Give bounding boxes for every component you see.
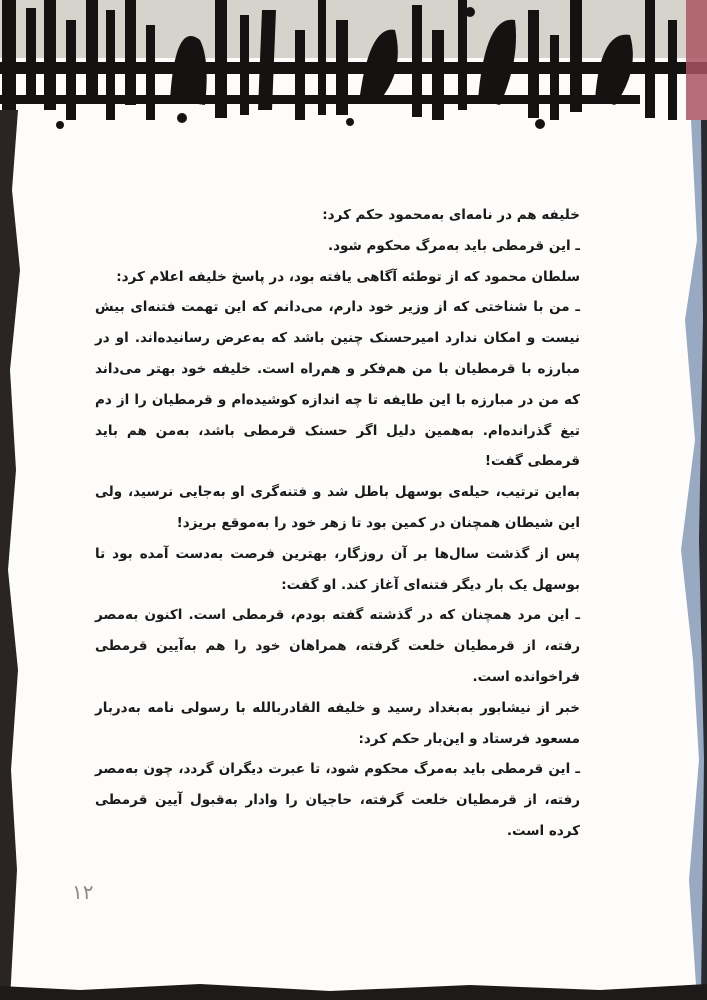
left-ink-border	[0, 110, 26, 1000]
paragraph: خلیفه هم در نامه‌ای به‌محمود حکم کرد:	[322, 207, 580, 223]
paragraph: ـ این مرد همچنان که در گذشته گفته بودم، قرمطی است. اکنون به‌مصر رفته، از قرمطیان خلعت گرفته، همراهان خود را هم به‌آیین قرمطی فراخوانده است.	[95, 607, 580, 685]
paragraph: ـ من با شناختی که از وزیر خود دارم، می‌دانم که این تهمت فتنه‌ای بیش نیست و امکان ندارد امیرحسنک چنین باشد که به‌عرض رسانیده‌اند. او در مبارزه با قرمطیان با من هم‌فکر و هم‌راه است. خلیفه خود بهتر می‌داند که من در مبارزه با این طایفه تا چه اندازه کوشیده‌ام و قرمطیان را از دم تیغ گذرانده‌ام. به‌همین دلیل اگر حسنک قرمطی باشد، به‌من هم باید قرمطی گفت!	[95, 299, 580, 470]
paragraph: خبر از نیشابور به‌بغداد رسید و خلیفه القادربالله با رسولی نامه به‌دربار مسعود فرستاد و این‌بار حکم کرد:	[95, 699, 580, 747]
paragraph: سلطان محمود که از توطئه آگاهی یافته بود، در پاسخ خلیفه اعلام کرد:	[116, 268, 580, 285]
calligraphy-banner	[0, 0, 707, 130]
body-text	[95, 200, 580, 847]
paragraph: ـ این قرمطی باید به‌مرگ محکوم شود.	[328, 237, 580, 254]
page-number: ۱۲	[72, 880, 94, 904]
bottom-ink-border	[0, 978, 707, 1000]
right-ink-border	[677, 120, 707, 1000]
paragraph: ـ این قرمطی باید به‌مرگ محکوم شود، تا عبرت دیگران گردد، چون به‌مصر رفته، از قرمطیان خلعت گرفته، حاجیان را وادار به‌قبول آیین قرمطی کرده است.	[95, 761, 580, 839]
paragraph: پس از گذشت سال‌ها بر آن روزگار، بهترین فرصت به‌دست آمده بود تا بوسهل یک بار دیگر فتنه‌ای آغاز کند. او گفت:	[95, 545, 580, 593]
paragraph: به‌این ترتیب، حیله‌ی بوسهل باطل شد و فتنه‌گری او به‌جایی نرسید، ولی این شیطان همچنان در کمین بود تا زهر خود را به‌موقع بریزد!	[95, 484, 580, 531]
